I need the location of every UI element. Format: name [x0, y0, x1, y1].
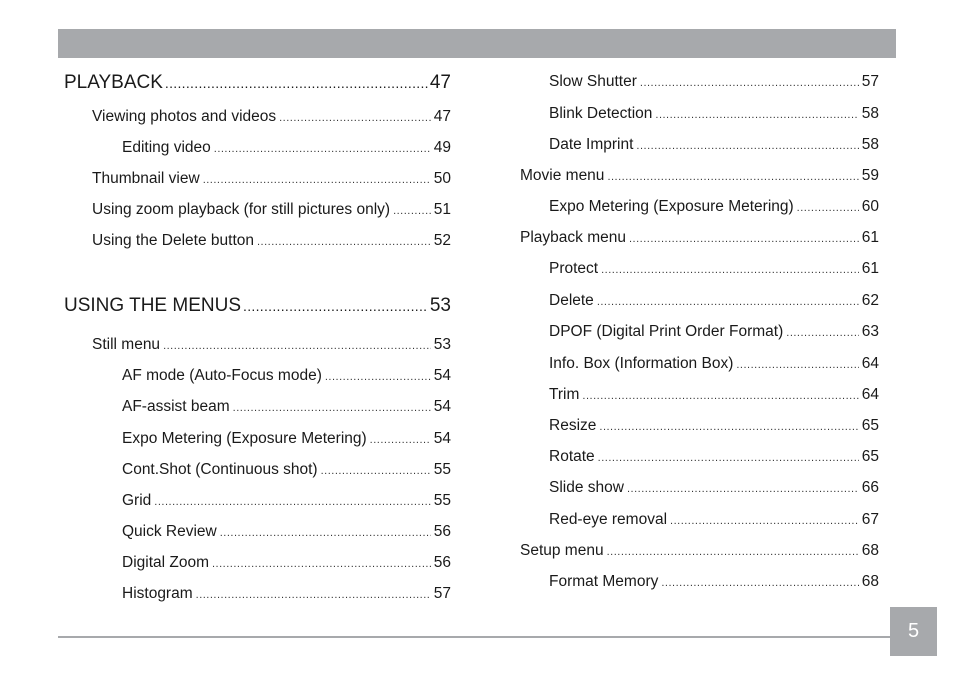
- toc-entry-title: DPOF (Digital Print Order Format): [549, 323, 784, 340]
- toc-entry-title: Cont.Shot (Continuous shot): [122, 461, 318, 478]
- toc-entry[interactable]: [549, 572, 879, 593]
- toc-entry-page: 64: [861, 386, 879, 403]
- page-number: 5: [890, 607, 937, 656]
- dot-leader: [661, 573, 858, 593]
- toc-entry-page: 65: [861, 417, 879, 434]
- toc-entry-page: 56: [433, 523, 451, 540]
- toc-entry-title: Thumbnail view: [92, 170, 200, 187]
- dot-leader: [212, 554, 431, 574]
- toc-entry-title: Digital Zoom: [122, 554, 209, 571]
- toc-entry-title: Rotate: [549, 448, 595, 465]
- toc-entry-title: Using the Delete button: [92, 232, 254, 249]
- dot-leader: [370, 430, 431, 450]
- dot-leader: [786, 323, 858, 343]
- toc-entry-page: 58: [861, 136, 879, 153]
- toc-entry-title: Histogram: [122, 585, 193, 602]
- toc-entry-title: Movie menu: [520, 167, 605, 184]
- dot-leader: [582, 386, 858, 406]
- toc-entry-page: 54: [433, 430, 451, 447]
- toc-entry-title: Viewing photos and videos: [92, 108, 277, 125]
- toc-entry[interactable]: [64, 71, 451, 95]
- toc-entry-title: AF-assist beam: [122, 398, 230, 415]
- toc-entry-title: Date Imprint: [549, 136, 634, 153]
- toc-entry-title: Resize: [549, 417, 597, 434]
- toc-entry[interactable]: [549, 354, 879, 375]
- toc-entry[interactable]: [92, 107, 451, 128]
- toc-entry[interactable]: [549, 416, 879, 437]
- toc-entry-page: 54: [433, 367, 451, 384]
- dot-leader: [597, 292, 859, 312]
- dot-leader: [154, 492, 430, 512]
- dot-leader: [196, 585, 431, 605]
- toc-entry-page: 67: [861, 511, 879, 528]
- dot-leader: [640, 73, 859, 93]
- toc-entry-title: Setup menu: [520, 542, 604, 559]
- dot-leader: [165, 71, 428, 95]
- toc-entry-page: 59: [861, 167, 879, 184]
- dot-leader: [220, 523, 431, 543]
- dot-leader: [163, 336, 431, 356]
- toc-entry[interactable]: [122, 429, 451, 450]
- toc-entry[interactable]: [64, 294, 451, 318]
- toc-entry[interactable]: [520, 166, 879, 187]
- toc-entry[interactable]: [122, 522, 451, 543]
- toc-entry-title: Delete: [549, 292, 594, 309]
- toc-entry-title: USING THE MENUS: [64, 295, 242, 316]
- toc-entry[interactable]: [549, 447, 879, 468]
- toc-entry[interactable]: [549, 291, 879, 312]
- dot-leader: [233, 398, 431, 418]
- toc-entry-title: Slow Shutter: [549, 73, 637, 90]
- toc-entry-page: 53: [433, 336, 451, 353]
- toc-entry-page: 52: [433, 232, 451, 249]
- toc-entry-page: 57: [433, 585, 451, 602]
- toc-entry-title: Format Memory: [549, 573, 659, 590]
- toc-entry[interactable]: [92, 200, 451, 221]
- footer-rule: [58, 636, 890, 638]
- toc-entry-title: Protect: [549, 260, 599, 277]
- toc-entry-title: PLAYBACK: [64, 72, 163, 93]
- toc-entry-title: Playback menu: [520, 229, 626, 246]
- toc-entry-title: Using zoom playback (for still pictures only): [92, 201, 391, 218]
- toc-entry-page: 57: [861, 73, 879, 90]
- toc-entry[interactable]: [549, 104, 879, 125]
- toc-entry[interactable]: [520, 541, 879, 562]
- toc-entry-title: Grid: [122, 492, 152, 509]
- toc-entry-title: Expo Metering (Exposure Metering): [549, 198, 794, 215]
- header-bar: [58, 29, 896, 58]
- toc-entry[interactable]: [122, 460, 451, 481]
- toc-entry[interactable]: [92, 231, 451, 252]
- toc-entry-page: 61: [861, 229, 879, 246]
- toc-entry-page: 68: [861, 542, 879, 559]
- toc-entry[interactable]: [549, 135, 879, 156]
- toc-entry-page: 54: [433, 398, 451, 415]
- toc-entry-page: 64: [861, 355, 879, 372]
- dot-leader: [279, 108, 431, 128]
- toc-entry-page: 55: [433, 492, 451, 509]
- dot-leader: [670, 511, 859, 531]
- toc-entry[interactable]: [549, 385, 879, 406]
- toc-entry[interactable]: [549, 510, 879, 531]
- toc-entry[interactable]: [122, 584, 451, 605]
- toc-entry-page: 62: [861, 292, 879, 309]
- toc-entry-page: 47: [429, 72, 451, 93]
- dot-leader: [601, 260, 859, 280]
- toc-entry-page: 58: [861, 105, 879, 122]
- toc-entry[interactable]: [122, 553, 451, 574]
- dot-leader: [655, 105, 858, 125]
- dot-leader: [599, 417, 858, 437]
- toc-entry-title: Editing video: [122, 139, 211, 156]
- toc-entry-page: 51: [433, 201, 451, 218]
- toc-entry-page: 53: [429, 295, 451, 316]
- dot-leader: [598, 448, 859, 468]
- toc-entry-title: Trim: [549, 386, 580, 403]
- toc-entry-page: 47: [433, 108, 451, 125]
- toc-entry-page: 60: [861, 198, 879, 215]
- toc-entry[interactable]: [520, 228, 879, 249]
- toc-entry[interactable]: [122, 491, 451, 512]
- toc-entry[interactable]: [122, 397, 451, 418]
- toc-entry[interactable]: [122, 138, 451, 159]
- toc-entry[interactable]: [549, 72, 879, 93]
- dot-leader: [627, 479, 859, 499]
- toc-entry-title: Red-eye removal: [549, 511, 668, 528]
- toc-entry-title: Quick Review: [122, 523, 217, 540]
- dot-leader: [607, 542, 859, 562]
- dot-leader: [629, 229, 859, 249]
- dot-leader: [203, 170, 431, 190]
- toc-entry[interactable]: [549, 478, 879, 499]
- toc-entry-page: 66: [861, 479, 879, 496]
- toc-entry-page: 65: [861, 448, 879, 465]
- toc-entry[interactable]: [92, 335, 451, 356]
- toc-entry[interactable]: [549, 259, 879, 280]
- toc-entry-title: Blink Detection: [549, 105, 653, 122]
- dot-leader: [257, 232, 431, 252]
- toc-entry[interactable]: [92, 169, 451, 190]
- dot-leader: [325, 367, 431, 387]
- toc-entry-title: Expo Metering (Exposure Metering): [122, 430, 367, 447]
- dot-leader: [321, 461, 431, 481]
- toc-entry-page: 49: [433, 139, 451, 156]
- dot-leader: [243, 294, 428, 318]
- dot-leader: [636, 136, 858, 156]
- toc-entry[interactable]: [549, 197, 879, 218]
- toc-entry-page: 61: [861, 260, 879, 277]
- toc-entry-page: 55: [433, 461, 451, 478]
- toc-entry-title: Info. Box (Information Box): [549, 355, 734, 372]
- toc-entry[interactable]: [122, 366, 451, 387]
- toc-entry-page: 68: [861, 573, 879, 590]
- dot-leader: [736, 355, 858, 375]
- toc-entry-title: Slide show: [549, 479, 624, 496]
- dot-leader: [797, 198, 859, 218]
- toc-entry-title: Still menu: [92, 336, 161, 353]
- toc-entry-page: 56: [433, 554, 451, 571]
- toc-entry-page: 50: [433, 170, 451, 187]
- toc-entry-title: AF mode (Auto-Focus mode): [122, 367, 322, 384]
- toc-entry[interactable]: [549, 322, 879, 343]
- dot-leader: [607, 167, 858, 187]
- dot-leader: [393, 201, 431, 221]
- dot-leader: [214, 139, 431, 159]
- toc-entry-page: 63: [861, 323, 879, 340]
